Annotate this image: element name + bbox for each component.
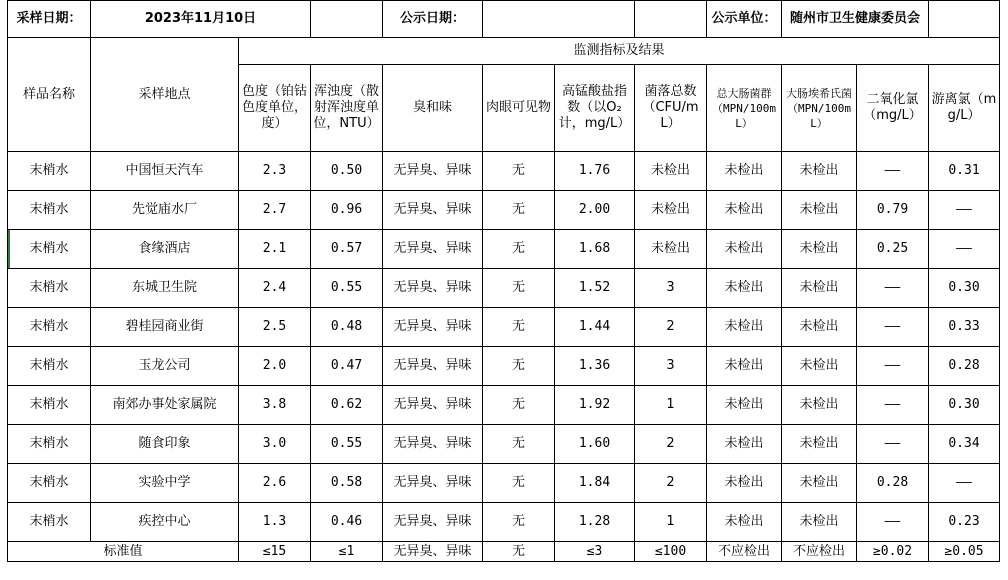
cell-coliform[interactable]: 未检出 <box>707 269 782 308</box>
cell-colony[interactable]: 2 <box>635 464 707 503</box>
cell-turbidity[interactable]: 0.58 <box>311 464 383 503</box>
cell-sampling-site[interactable]: 实验中学 <box>91 464 239 503</box>
cell-sample-name[interactable]: 末梢水 <box>8 347 91 386</box>
table-row <box>8 152 1000 191</box>
cell-chlorine-dioxide[interactable]: 0.79 <box>857 191 929 230</box>
table-row <box>8 503 1000 542</box>
empty-cell[interactable] <box>929 1 1000 38</box>
cell-sample-name[interactable]: 末梢水 <box>8 269 91 308</box>
cell-permanganate[interactable]: 2.00 <box>555 191 635 230</box>
cell-permanganate[interactable]: 1.28 <box>555 503 635 542</box>
cell-sample-name[interactable]: 末梢水 <box>8 152 91 191</box>
cell-sampling-site[interactable]: 疾控中心 <box>91 503 239 542</box>
col-sample-name[interactable]: 样品名称 <box>8 38 91 152</box>
col-colony[interactable]: 菌落总数（CFU/mL） <box>635 65 707 152</box>
cell-permanganate[interactable]: 1.92 <box>555 386 635 425</box>
cell-visible[interactable]: 无 <box>483 425 555 464</box>
cell-sampling-site[interactable]: 碧桂园商业街 <box>91 308 239 347</box>
cell-sampling-site[interactable]: 先觉庙水厂 <box>91 191 239 230</box>
cell-chlorine-dioxide[interactable]: —— <box>857 152 929 191</box>
cell-visible[interactable]: 无 <box>483 464 555 503</box>
cell-permanganate[interactable]: 1.84 <box>555 464 635 503</box>
cell-free-chlorine[interactable]: —— <box>929 230 1000 269</box>
cell-odor[interactable]: 无异臭、异味 <box>383 308 483 347</box>
standard-turbidity[interactable]: ≤1 <box>311 542 383 562</box>
cell-visible[interactable]: 无 <box>483 308 555 347</box>
data-rows <box>8 152 1000 542</box>
cell-ecoli[interactable]: 未检出 <box>782 347 857 386</box>
cell-color[interactable]: 1.3 <box>239 503 311 542</box>
cell-coliform[interactable]: 未检出 <box>707 347 782 386</box>
cell-odor[interactable]: 无异臭、异味 <box>383 152 483 191</box>
water-quality-table <box>7 0 1000 562</box>
cell-sample-name[interactable]: 末梢水 <box>8 503 91 542</box>
publish-unit-label[interactable]: 公示单位： <box>707 1 782 38</box>
empty-cell[interactable] <box>635 1 707 38</box>
standard-colony[interactable]: ≤100 <box>635 542 707 562</box>
cell-visible[interactable]: 无 <box>483 191 555 230</box>
cell-ecoli[interactable]: 未检出 <box>782 269 857 308</box>
cell-coliform[interactable]: 未检出 <box>707 386 782 425</box>
table-row <box>8 347 1000 386</box>
standard-ecoli[interactable]: 不应检出 <box>782 542 857 562</box>
cell-free-chlorine[interactable]: 0.23 <box>929 503 1000 542</box>
cell-visible[interactable]: 无 <box>483 230 555 269</box>
cell-odor[interactable]: 无异臭、异味 <box>383 503 483 542</box>
cell-chlorine-dioxide[interactable]: 0.28 <box>857 464 929 503</box>
cell-turbidity[interactable]: 0.96 <box>311 191 383 230</box>
cell-turbidity[interactable]: 0.55 <box>311 269 383 308</box>
cell-ecoli[interactable]: 未检出 <box>782 308 857 347</box>
table-row <box>8 269 1000 308</box>
cell-color[interactable]: 3.8 <box>239 386 311 425</box>
table-row <box>8 425 1000 464</box>
empty-cell[interactable] <box>311 1 383 38</box>
cell-turbidity[interactable]: 0.48 <box>311 308 383 347</box>
cell-turbidity[interactable]: 0.47 <box>311 347 383 386</box>
cell-sampling-site[interactable]: 东城卫生院 <box>91 269 239 308</box>
cell-sample-name[interactable]: 末梢水 <box>8 425 91 464</box>
col-odor[interactable]: 臭和味 <box>383 65 483 152</box>
cell-sampling-site[interactable]: 玉龙公司 <box>91 347 239 386</box>
cell-sample-name[interactable]: 末梢水 <box>8 230 91 269</box>
col-permanganate[interactable]: 高锰酸盐指数（以O₂计，mg/L） <box>555 65 635 152</box>
col-free-chlorine[interactable]: 游离氯（mg/L） <box>929 65 1000 152</box>
standard-color[interactable]: ≤15 <box>239 542 311 562</box>
cell-sampling-site[interactable]: 南郊办事处家属院 <box>91 386 239 425</box>
cell-colony[interactable]: 2 <box>635 308 707 347</box>
standard-coliform[interactable]: 不应检出 <box>707 542 782 562</box>
cell-sampling-site[interactable]: 随食印象 <box>91 425 239 464</box>
header-row <box>8 1 1000 38</box>
cell-odor[interactable]: 无异臭、异味 <box>383 230 483 269</box>
cell-odor[interactable]: 无异臭、异味 <box>383 191 483 230</box>
cell-permanganate[interactable]: 1.44 <box>555 308 635 347</box>
sampling-date-label[interactable]: 采样日期： <box>8 1 91 38</box>
cell-odor[interactable]: 无异臭、异味 <box>383 425 483 464</box>
cell-sample-name[interactable]: 末梢水 <box>8 464 91 503</box>
cell-colony[interactable]: 3 <box>635 347 707 386</box>
publish-date-value[interactable] <box>483 1 635 38</box>
cell-free-chlorine[interactable]: —— <box>929 191 1000 230</box>
cell-chlorine-dioxide[interactable]: —— <box>857 269 929 308</box>
cell-visible[interactable]: 无 <box>483 347 555 386</box>
cell-visible[interactable]: 无 <box>483 386 555 425</box>
cell-turbidity[interactable]: 0.55 <box>311 425 383 464</box>
col-turbidity[interactable]: 浑浊度（散射浑浊度单位，NTU） <box>311 65 383 152</box>
cell-visible[interactable]: 无 <box>483 269 555 308</box>
cell-visible[interactable]: 无 <box>483 503 555 542</box>
cell-sampling-site[interactable]: 中国恒天汽车 <box>91 152 239 191</box>
cell-coliform[interactable]: 未检出 <box>707 230 782 269</box>
cell-colony[interactable]: 3 <box>635 269 707 308</box>
cell-odor[interactable]: 无异臭、异味 <box>383 269 483 308</box>
cell-colony[interactable]: 未检出 <box>635 230 707 269</box>
cell-turbidity[interactable]: 0.46 <box>311 503 383 542</box>
cell-odor[interactable]: 无异臭、异味 <box>383 464 483 503</box>
cell-colony[interactable]: 2 <box>635 425 707 464</box>
cell-free-chlorine[interactable]: 0.31 <box>929 152 1000 191</box>
cell-permanganate[interactable]: 1.60 <box>555 425 635 464</box>
col-color[interactable]: 色度（铂钴色度单位，度） <box>239 65 311 152</box>
standard-odor[interactable]: 无异臭、异味 <box>383 542 483 562</box>
cell-turbidity[interactable]: 0.50 <box>311 152 383 191</box>
table-row <box>8 386 1000 425</box>
cell-color[interactable]: 2.7 <box>239 191 311 230</box>
cell-sample-name[interactable]: 末梢水 <box>8 308 91 347</box>
cell-colony[interactable]: 未检出 <box>635 191 707 230</box>
standard-permanganate[interactable]: ≤3 <box>555 542 635 562</box>
cell-permanganate[interactable]: 1.36 <box>555 347 635 386</box>
cell-free-chlorine[interactable]: 0.28 <box>929 347 1000 386</box>
col-visible[interactable]: 肉眼可见物 <box>483 65 555 152</box>
standard-free-chlorine[interactable]: ≥0.05 <box>929 542 1000 562</box>
cell-odor[interactable]: 无异臭、异味 <box>383 347 483 386</box>
col-chlorine-dioxide[interactable]: 二氧化氯（mg/L） <box>857 65 929 152</box>
cell-turbidity[interactable]: 0.57 <box>311 230 383 269</box>
cell-free-chlorine[interactable]: 0.34 <box>929 425 1000 464</box>
table-row <box>8 464 1000 503</box>
cell-color[interactable]: 2.0 <box>239 347 311 386</box>
cell-coliform[interactable]: 未检出 <box>707 152 782 191</box>
cell-sample-name[interactable]: 末梢水 <box>8 191 91 230</box>
cell-color[interactable]: 2.5 <box>239 308 311 347</box>
cell-colony[interactable]: 1 <box>635 503 707 542</box>
cell-colony[interactable]: 1 <box>635 386 707 425</box>
publish-unit-value[interactable]: 随州市卫生健康委员会 <box>782 1 929 38</box>
cell-turbidity[interactable]: 0.62 <box>311 386 383 425</box>
standard-row <box>8 542 1000 562</box>
cell-odor[interactable]: 无异臭、异味 <box>383 386 483 425</box>
cell-ecoli[interactable]: 未检出 <box>782 230 857 269</box>
cell-chlorine-dioxide[interactable]: —— <box>857 503 929 542</box>
col-sampling-site[interactable]: 采样地点 <box>91 38 239 152</box>
cell-chlorine-dioxide[interactable]: —— <box>857 347 929 386</box>
cell-colony[interactable]: 未检出 <box>635 152 707 191</box>
sampling-date-value[interactable]: 2023年11月10日 <box>91 1 311 38</box>
cell-color[interactable]: 2.1 <box>239 230 311 269</box>
cell-color[interactable]: 2.4 <box>239 269 311 308</box>
cell-ecoli[interactable]: 未检出 <box>782 425 857 464</box>
cell-color[interactable]: 2.6 <box>239 464 311 503</box>
table-row <box>8 230 1000 269</box>
cell-coliform[interactable]: 未检出 <box>707 191 782 230</box>
cell-free-chlorine[interactable]: 0.33 <box>929 308 1000 347</box>
col-ecoli[interactable]: 大肠埃希氏菌（MPN/100mL） <box>782 65 857 152</box>
group-header-row <box>8 38 1000 65</box>
cell-coliform[interactable]: 未检出 <box>707 503 782 542</box>
cell-permanganate[interactable]: 1.76 <box>555 152 635 191</box>
cell-ecoli[interactable]: 未检出 <box>782 503 857 542</box>
cell-chlorine-dioxide[interactable]: —— <box>857 386 929 425</box>
cell-sampling-site[interactable]: 食缘酒店 <box>91 230 239 269</box>
cell-ecoli[interactable]: 未检出 <box>782 386 857 425</box>
cell-coliform[interactable]: 未检出 <box>707 308 782 347</box>
cell-chlorine-dioxide[interactable]: —— <box>857 308 929 347</box>
table-row <box>8 308 1000 347</box>
cell-permanganate[interactable]: 1.68 <box>555 230 635 269</box>
table-row <box>8 191 1000 230</box>
cell-ecoli[interactable]: 未检出 <box>782 464 857 503</box>
standard-chlorine-dioxide[interactable]: ≥0.02 <box>857 542 929 562</box>
cell-ecoli[interactable]: 未检出 <box>782 191 857 230</box>
cell-ecoli[interactable]: 未检出 <box>782 152 857 191</box>
standard-visible[interactable]: 无 <box>483 542 555 562</box>
publish-date-label[interactable]: 公示日期： <box>383 1 483 38</box>
col-group-title[interactable]: 监测指标及结果 <box>239 38 1000 65</box>
cell-sample-name[interactable]: 末梢水 <box>8 386 91 425</box>
cell-free-chlorine[interactable]: 0.30 <box>929 386 1000 425</box>
cell-free-chlorine[interactable]: —— <box>929 464 1000 503</box>
cell-visible[interactable]: 无 <box>483 152 555 191</box>
cell-coliform[interactable]: 未检出 <box>707 425 782 464</box>
cell-chlorine-dioxide[interactable]: —— <box>857 425 929 464</box>
cell-permanganate[interactable]: 1.52 <box>555 269 635 308</box>
cell-color[interactable]: 2.3 <box>239 152 311 191</box>
standard-label[interactable]: 标准值 <box>8 542 239 562</box>
col-coliform[interactable]: 总大肠菌群（MPN/100mL） <box>707 65 782 152</box>
cell-color[interactable]: 3.0 <box>239 425 311 464</box>
cell-chlorine-dioxide[interactable]: 0.25 <box>857 230 929 269</box>
cell-coliform[interactable]: 未检出 <box>707 464 782 503</box>
cell-free-chlorine[interactable]: 0.30 <box>929 269 1000 308</box>
